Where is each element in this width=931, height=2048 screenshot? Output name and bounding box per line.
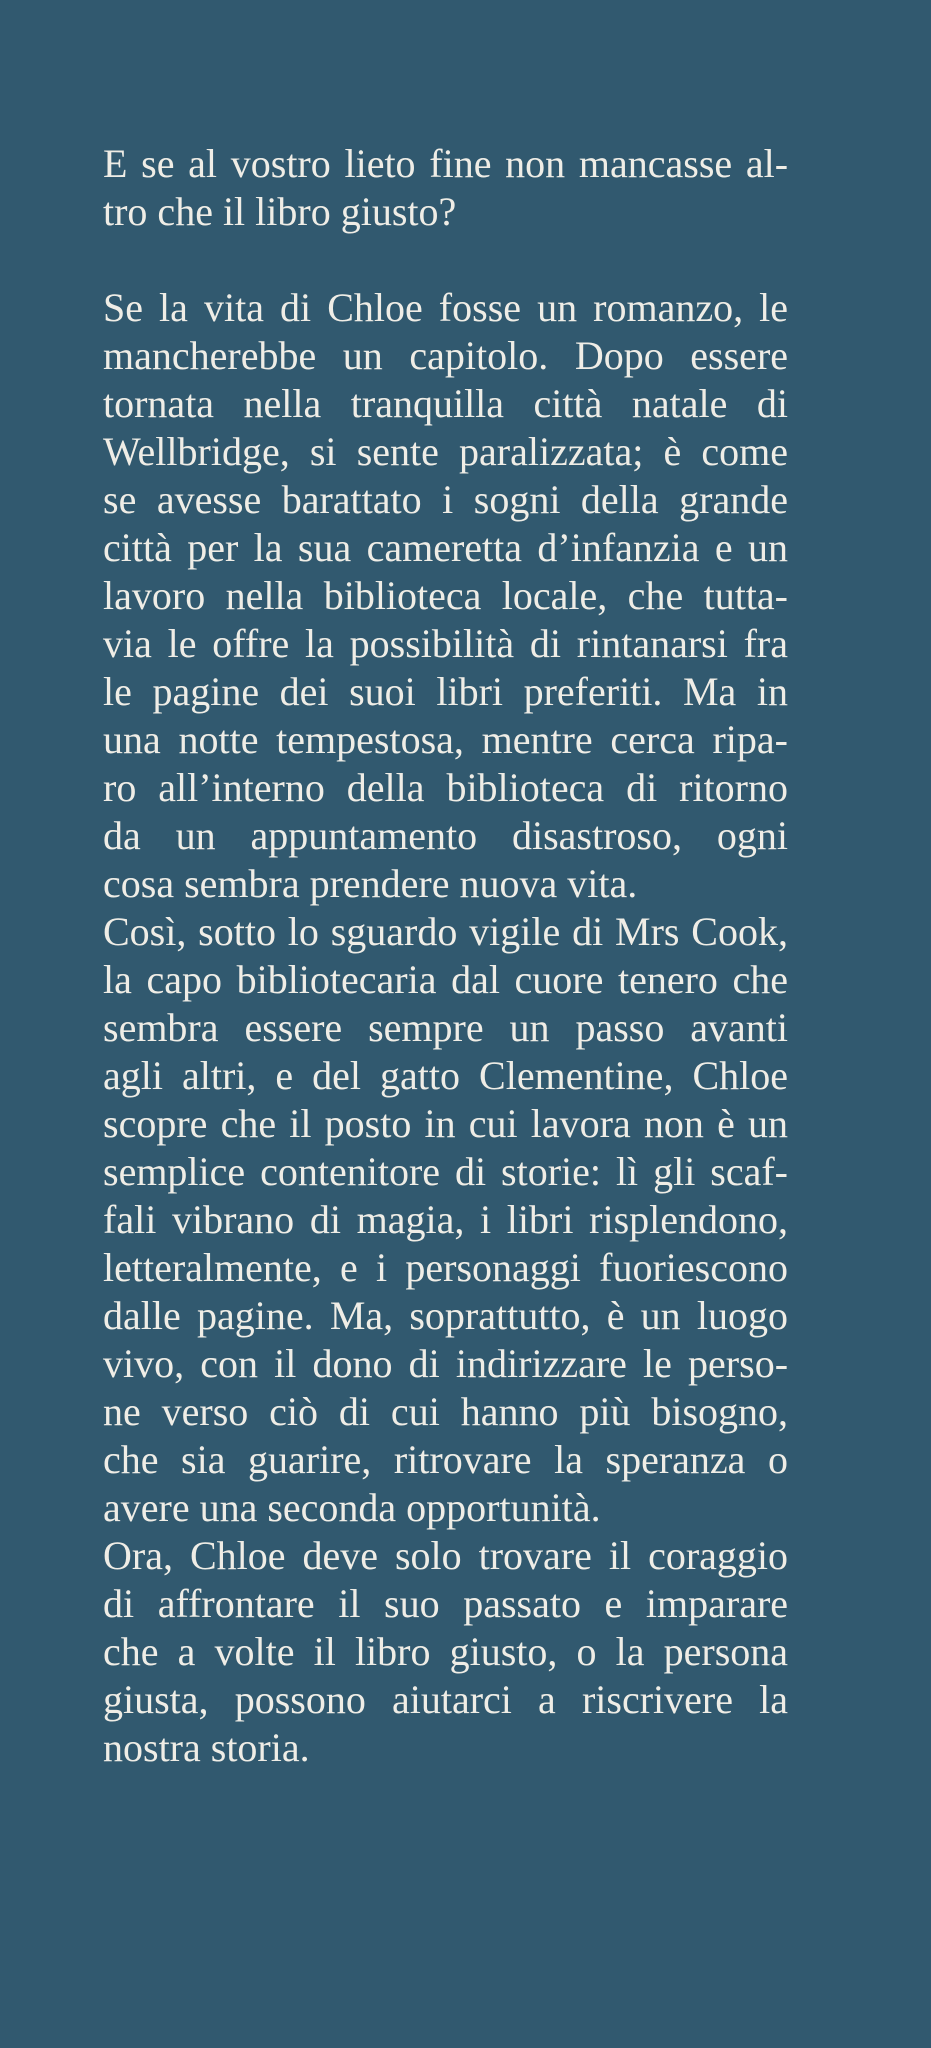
text-line <box>103 1148 788 1196</box>
text-line-content: ne verso ciò di cui hanno più bisogno, <box>103 1389 789 1434</box>
text-line-content: da un appuntamento disastroso, ogni <box>103 813 788 858</box>
text-line <box>103 332 788 380</box>
text-line-content: scopre che il posto in cui lavora non è un <box>103 1101 789 1146</box>
text-line <box>103 1196 788 1244</box>
text-line-content: che a volte il libro giusto, o la persona <box>103 1629 789 1674</box>
paragraph-para-2 <box>103 908 788 1532</box>
text-line <box>103 1628 788 1676</box>
text-line-content: lavoro nella biblioteca locale, che tutta- <box>103 573 788 618</box>
text-line-content: Così, sotto lo sguardo vigile di Mrs Cook, <box>103 909 788 954</box>
text-line-content: fali vibrano di magia, i libri risplendono, <box>103 1197 788 1242</box>
text-line <box>103 476 788 524</box>
text-line <box>103 1484 788 1532</box>
text-line-content: Wellbridge, si sente paralizzata; è come <box>103 429 789 474</box>
text-line <box>103 284 788 332</box>
text-line <box>103 764 788 812</box>
text-line <box>103 1340 788 1388</box>
text-line <box>103 1004 788 1052</box>
text-line <box>103 1052 788 1100</box>
text-line <box>103 1244 788 1292</box>
text-line-content: di affrontare il suo passato e imparare <box>103 1581 789 1626</box>
text-line-content: avere una seconda opportunità. <box>103 1485 601 1530</box>
text-line <box>103 524 788 572</box>
text-line-content: tro che il libro giusto? <box>103 189 457 234</box>
text-line <box>103 1532 788 1580</box>
paragraph-para-3 <box>103 1532 788 1772</box>
text-line-content: ro all’interno della biblioteca di ritorno <box>103 765 789 810</box>
text-line-content: vivo, con il dono di indirizzare le perso- <box>103 1341 789 1386</box>
text-line-content: le pagine dei suoi libri preferiti. Ma in <box>103 669 788 714</box>
text-line-content: letteralmente, e i personaggi fuoriescono <box>103 1245 788 1290</box>
text-line-content: una notte tempestosa, mentre cerca ripa- <box>103 717 788 762</box>
text-line <box>103 1388 788 1436</box>
text-line <box>103 428 788 476</box>
text-line-content: giusta, possono aiutarci a riscrivere la <box>103 1677 788 1722</box>
text-line-content: semplice contenitore di storie: lì gli scaf- <box>103 1149 788 1194</box>
text-line-content: mancherebbe un capitolo. Dopo essere <box>103 333 789 378</box>
text-line-content: la capo bibliotecaria dal cuore tenero che <box>103 957 789 1002</box>
text-line-content: che sia guarire, ritrovare la speranza o <box>103 1437 788 1482</box>
text-line <box>103 716 788 764</box>
text-line <box>103 188 788 236</box>
text-line-content: sembra essere sempre un passo avanti <box>103 1005 789 1050</box>
text-line <box>103 1724 788 1772</box>
text-line-content: cosa sembra prendere nuova vita. <box>103 861 638 906</box>
text-line-content: E se al vostro lieto fine non mancasse al- <box>103 141 789 186</box>
paragraph-hook <box>103 140 788 236</box>
text-line <box>103 812 788 860</box>
paragraph-para-1 <box>103 284 788 908</box>
text-line <box>103 668 788 716</box>
text-line-content: agli altri, e del gatto Clementine, Chloe <box>103 1053 788 1098</box>
text-line <box>103 1100 788 1148</box>
text-line-content: via le offre la possibilità di rintanarsi fra <box>103 621 788 666</box>
text-line-content: dalle pagine. Ma, soprattutto, è un luogo <box>103 1293 789 1338</box>
text-line-content: tornata nella tranquilla città natale di <box>103 381 788 426</box>
text-line <box>103 572 788 620</box>
text-line-content: Ora, Chloe deve solo trovare il coraggio <box>103 1533 789 1578</box>
text-line <box>103 1292 788 1340</box>
text-line <box>103 908 788 956</box>
text-line <box>103 1676 788 1724</box>
text-line <box>103 620 788 668</box>
text-line <box>103 380 788 428</box>
text-line <box>103 140 788 188</box>
text-line <box>103 1580 788 1628</box>
book-blurb <box>103 140 788 1772</box>
text-line-content: città per la sua cameretta d’infanzia e un <box>103 525 789 570</box>
text-line-content: Se la vita di Chloe fosse un romanzo, le <box>103 285 789 330</box>
text-line <box>103 1436 788 1484</box>
text-line <box>103 860 788 908</box>
text-line <box>103 956 788 1004</box>
text-line-content: se avesse barattato i sogni della grande <box>103 477 788 522</box>
text-line-content: nostra storia. <box>103 1725 310 1770</box>
